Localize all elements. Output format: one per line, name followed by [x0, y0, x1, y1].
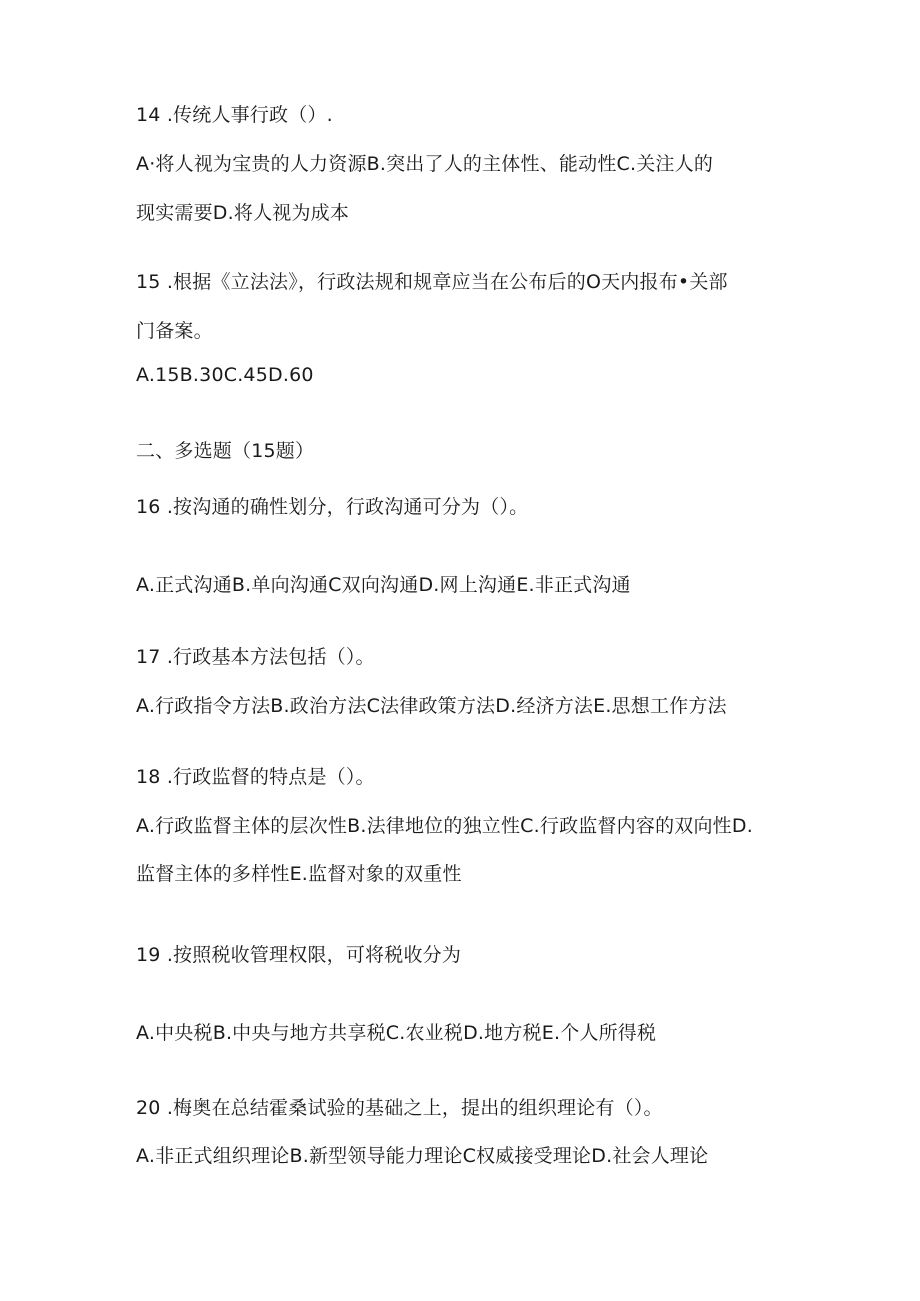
question-18-options-line-2: 监督主体的多样性E.监督对象的双重性 — [136, 863, 462, 885]
question-18-stem: 18 .行政监督的特点是（）。 — [136, 766, 375, 788]
question-19-options: A.中央税B.中央与地方共享税C.农业税D.地方税E.个人所得税 — [136, 1022, 657, 1044]
question-14-options-line-2: 现实需要D.将人视为成本 — [136, 202, 350, 224]
question-14-options-line-1: A·将人视为宝贵的人力资源B.突出了人的主体性、能动性C.关注人的 — [136, 153, 714, 175]
question-16-stem: 16 .按沟通的确性划分，行政沟通可分为（）。 — [136, 496, 529, 518]
question-15-stem-line-1: 15 .根据《立法法》，行政法规和规章应当在公布后的O天内报布•关部 — [136, 271, 728, 293]
section-heading-multiple-choice: 二、多选题（15题） — [136, 440, 315, 462]
question-20-options: A.非正式组织理论B.新型领导能力理论C权威接受理论D.社会人理论 — [136, 1145, 709, 1167]
question-17-options: A.行政指令方法B.政治方法C法律政策方法D.经济方法E.思想工作方法 — [136, 695, 727, 717]
question-20-stem: 20 .梅奥在总结霍桑试验的基础之上，提出的组织理论有（）。 — [136, 1097, 663, 1119]
question-15-options: A.15B.30C.45D.60 — [136, 364, 314, 386]
question-19-stem: 19 .按照税收管理权限，可将税收分为 — [136, 944, 462, 966]
question-18-options-line-1: A.行政监督主体的层次性B.法律地位的独立性C.行政监督内容的双向性D. — [136, 815, 753, 837]
question-17-stem: 17 .行政基本方法包括（）。 — [136, 646, 375, 668]
question-14-stem: 14 .传统人事行政（）. — [136, 104, 333, 126]
question-16-options: A.正式沟通B.单向沟通C双向沟通D.网上沟通E.非正式沟通 — [136, 574, 631, 596]
question-15-stem-line-2: 门备案。 — [136, 320, 213, 342]
